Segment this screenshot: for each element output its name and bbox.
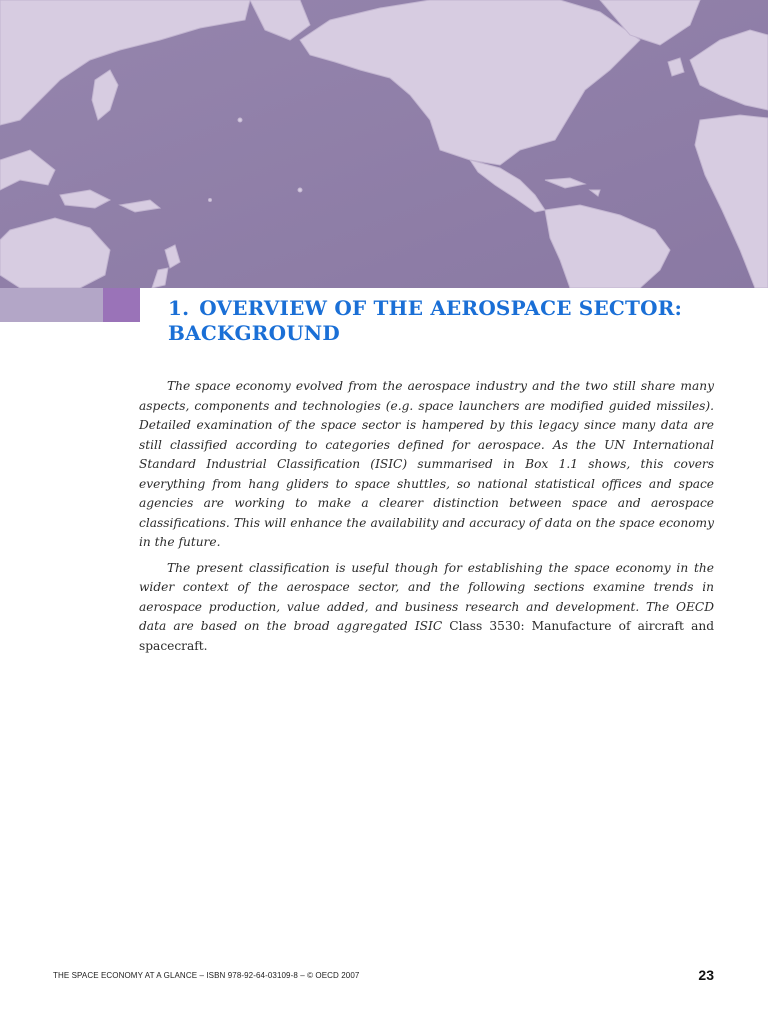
paragraph-2-upright: Class 3530: Manufacture of aircraft and spacecraft.	[139, 619, 714, 653]
world-map-banner	[0, 0, 768, 288]
footer-citation: THE SPACE ECONOMY AT A GLANCE – ISBN 978-92-64-03109-8 – © OECD 2007	[53, 971, 360, 980]
paragraph-2	[139, 559, 714, 657]
chapter-title-line1: OVERVIEW OF THE AEROSPACE SECTOR:	[199, 296, 683, 320]
page-number: 23	[698, 967, 714, 983]
chapter-number: 1.	[168, 296, 190, 320]
body-text	[139, 377, 714, 662]
chapter-title	[168, 296, 748, 346]
world-map-image	[0, 0, 768, 288]
chapter-accent-square	[103, 288, 140, 322]
paragraph-1: The space economy evolved from the aerospace industry and the two still share many aspects, components and technologies (e.g. space launchers are modified guided missiles). Detailed examination of the space sector is hampered by this legacy since many data are still classified according to categories defined for aerospace. As the UN International Standard Industrial Classification (ISIC) summarised in Box 1.1 shows, this covers everything from hang gliders to space shuttles, so national statistical offices and space agencies are working to make a clearer distinction between space and aerospace classifications. This will enhance the availability and accuracy of data on the space economy in the future.	[139, 379, 714, 549]
paragraph-2-italic: The present classification is useful though for establishing the space economy in the wider context of the aerospace sector, and the following sections examine trends in aerospace production, value added, and business research and development. The OECD data are based on the broad aggregated ISIC	[139, 560, 714, 633]
chapter-title-line2: BACKGROUND	[168, 321, 340, 345]
